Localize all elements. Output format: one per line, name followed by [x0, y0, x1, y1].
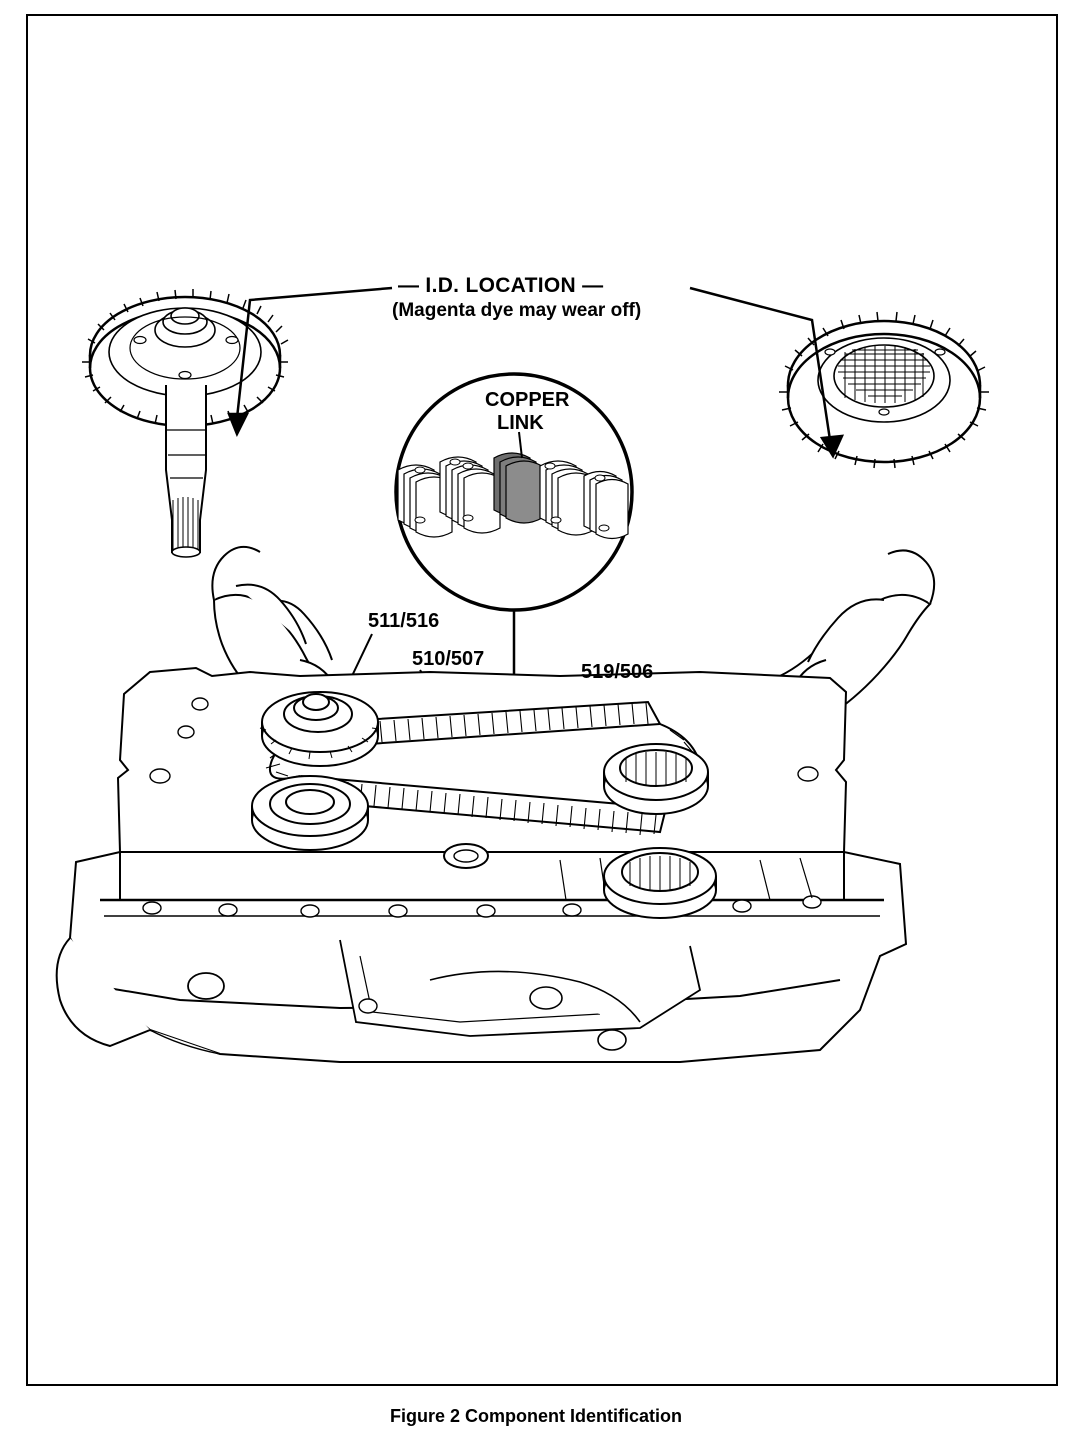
- id-location-title: — I.D. LOCATION —: [398, 274, 604, 297]
- figure-caption: Figure 2 Component Identification: [390, 1406, 682, 1426]
- copper-link-label-line1: COPPER: [485, 389, 570, 411]
- id-location-subtitle: (Magenta dye may wear off): [392, 300, 642, 321]
- callout-519-506: 519/506: [581, 661, 654, 683]
- callout-510-507: 510/507: [412, 648, 485, 670]
- callout-511-516: 511/516: [368, 610, 440, 632]
- copper-link-label-line2: LINK: [497, 412, 544, 434]
- right-sprocket: [779, 312, 989, 468]
- left-sprocket-shaft-assembly: [82, 289, 288, 557]
